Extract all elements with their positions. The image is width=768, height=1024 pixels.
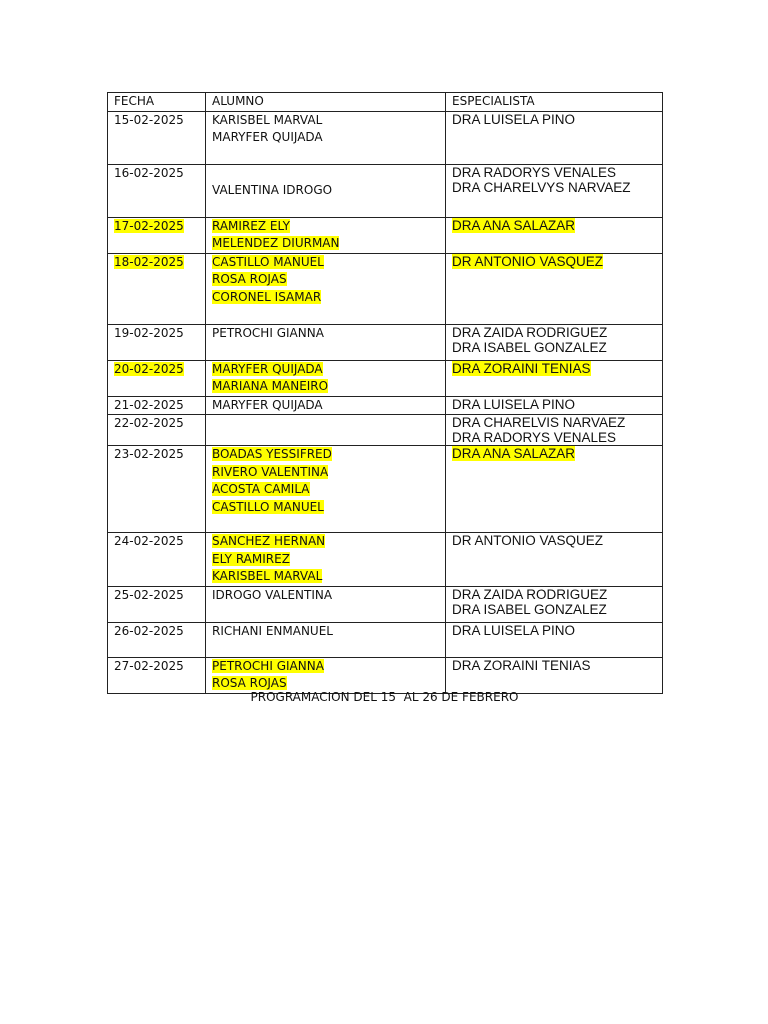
especialista-name: DRA ISABEL GONZALEZ <box>452 339 607 355</box>
alumno-name: ACOSTA CAMILA <box>212 482 310 496</box>
alumno-name: MARYFER QUIJADA <box>212 130 323 144</box>
alumno-name: CASTILLO MANUEL <box>212 254 324 269</box>
especialista-name: DRA CHARELVYS NARVAEZ <box>452 179 631 195</box>
fecha-cell <box>108 446 206 533</box>
fecha-text: 27-02-2025 <box>114 658 184 673</box>
especialista-name: DR ANTONIO VASQUEZ <box>452 533 604 548</box>
especialista-name: DRA ZORAINI TENIAS <box>452 657 591 673</box>
alumno-line <box>212 289 439 307</box>
alumno-line <box>212 165 439 183</box>
alumno-cell <box>206 164 446 217</box>
especialista-cell <box>446 622 663 657</box>
table-row <box>108 446 663 533</box>
alumno-name: BOADAS YESSIFRED <box>212 447 332 461</box>
alumno-line <box>212 623 439 641</box>
alumno-cell <box>206 324 446 360</box>
alumno-name: SANCHEZ HERNAN <box>212 534 326 548</box>
fecha-cell <box>108 586 206 622</box>
alumno-line <box>212 112 439 130</box>
especialista-name: DRA CHARELVIS NARVAEZ <box>452 415 626 430</box>
especialista-cell <box>446 586 663 622</box>
especialista-cell <box>446 415 663 446</box>
fecha-cell <box>108 324 206 360</box>
alumno-cell <box>206 217 446 253</box>
fecha-text: 17-02-2025 <box>114 218 184 233</box>
alumno-name: ROSA ROJAS <box>212 676 287 690</box>
especialista-cell <box>446 533 663 587</box>
especialista-line <box>452 325 656 340</box>
alumno-name: MARYFER QUIJADA <box>212 397 323 412</box>
fecha-cell <box>108 533 206 587</box>
especialista-line <box>452 623 656 638</box>
table-row <box>108 657 663 693</box>
especialista-name: DRA ZORAINI TENIAS <box>452 360 591 376</box>
especialista-line <box>452 446 656 461</box>
table-row <box>108 396 663 415</box>
especialista-name: DRA LUISELA PINO <box>452 111 576 127</box>
especialista-name: DRA ZAIDA RODRIGUEZ <box>452 586 608 602</box>
alumno-name: ROSA ROJAS <box>212 272 287 286</box>
especialista-line <box>452 415 656 430</box>
alumno-name: RIVERO VALENTINA <box>212 464 329 479</box>
especialista-cell <box>446 396 663 415</box>
alumno-line <box>212 325 439 343</box>
alumno-line <box>212 464 439 482</box>
alumno-line <box>212 235 439 253</box>
especialista-name: DRA RADORYS VENALES <box>452 164 617 180</box>
fecha-cell <box>108 622 206 657</box>
especialista-cell <box>446 657 663 693</box>
alumno-cell <box>206 415 446 446</box>
especialista-line <box>452 218 656 233</box>
alumno-line <box>212 378 439 396</box>
alumno-line <box>212 446 439 464</box>
especialista-cell <box>446 253 663 324</box>
alumno-name: MELENDEZ DIURMAN <box>212 236 340 250</box>
table-row <box>108 111 663 164</box>
especialista-name: DRA RADORYS VENALES <box>452 430 617 445</box>
especialista-line <box>452 112 656 127</box>
fecha-text: 21-02-2025 <box>114 397 184 412</box>
especialista-cell <box>446 111 663 164</box>
alumno-line <box>212 533 439 551</box>
alumno-line <box>212 658 439 676</box>
table-row <box>108 360 663 396</box>
alumno-cell <box>206 586 446 622</box>
fecha-text: 26-02-2025 <box>114 623 184 638</box>
alumno-line <box>212 361 439 379</box>
especialista-line <box>452 587 656 602</box>
especialista-name: DRA LUISELA PINO <box>452 396 576 412</box>
alumno-name: PETROCHI GIANNA <box>212 658 324 673</box>
page-caption: PROGRAMACION DEL 15 AL 26 DE FEBRERO <box>250 690 519 704</box>
especialista-name: DRA ISABEL GONZALEZ <box>452 601 607 617</box>
alumno-cell <box>206 396 446 415</box>
alumno-name: ELY RAMIREZ <box>212 551 290 566</box>
table-row <box>108 164 663 217</box>
fecha-text: 25-02-2025 <box>114 587 184 602</box>
fecha-cell <box>108 360 206 396</box>
especialista-line <box>452 180 656 195</box>
alumno-cell <box>206 446 446 533</box>
especialista-line <box>452 165 656 180</box>
especialista-name: DRA ANA SALAZAR <box>452 217 576 233</box>
alumno-line <box>212 568 439 586</box>
alumno-line <box>212 182 439 200</box>
table-row <box>108 217 663 253</box>
fecha-cell <box>108 657 206 693</box>
fecha-cell <box>108 415 206 446</box>
fecha-text: 22-02-2025 <box>114 416 184 430</box>
alumno-name: RICHANI ENMANUEL <box>212 623 333 638</box>
alumno-cell <box>206 533 446 587</box>
alumno-name: MARYFER QUIJADA <box>212 361 323 376</box>
table-row <box>108 586 663 622</box>
alumno-cell <box>206 360 446 396</box>
especialista-cell <box>446 164 663 217</box>
alumno-cell <box>206 622 446 657</box>
fecha-cell <box>108 111 206 164</box>
alumno-cell <box>206 253 446 324</box>
table-row <box>108 533 663 587</box>
fecha-text: 24-02-2025 <box>114 534 184 548</box>
alumno-name: KARISBEL MARVAL <box>212 569 323 583</box>
alumno-name: KARISBEL MARVAL <box>212 112 323 127</box>
especialista-line <box>452 658 656 673</box>
especialista-line <box>452 361 656 376</box>
alumno-line <box>212 271 439 289</box>
alumno-name: VALENTINA IDROGO <box>212 183 333 197</box>
alumno-name: CORONEL ISAMAR <box>212 289 322 304</box>
alumno-cell <box>206 111 446 164</box>
fecha-text: 16-02-2025 <box>114 165 184 180</box>
especialista-line <box>452 254 656 269</box>
alumno-name: RAMIREZ ELY <box>212 218 290 233</box>
especialista-line <box>452 533 656 548</box>
alumno-name: IDROGO VALENTINA <box>212 587 333 602</box>
especialista-line <box>452 340 656 355</box>
especialista-cell <box>446 324 663 360</box>
schedule-table <box>107 92 663 694</box>
fecha-cell <box>108 164 206 217</box>
especialista-line <box>452 430 656 445</box>
especialista-cell <box>446 360 663 396</box>
alumno-name: CASTILLO MANUEL <box>212 499 324 514</box>
especialista-cell <box>446 446 663 533</box>
alumno-name: PETROCHI GIANNA <box>212 325 324 340</box>
alumno-cell <box>206 657 446 693</box>
fecha-text: 15-02-2025 <box>114 112 184 127</box>
especialista-line <box>452 602 656 617</box>
especialista-cell <box>446 217 663 253</box>
fecha-text: 18-02-2025 <box>114 254 184 269</box>
alumno-line <box>212 551 439 569</box>
fecha-text: 19-02-2025 <box>114 325 184 340</box>
header-especialista: ESPECIALISTA <box>446 93 663 112</box>
especialista-name: DRA LUISELA PINO <box>452 622 576 638</box>
header-row <box>108 93 663 112</box>
table-row <box>108 622 663 657</box>
alumno-line <box>212 254 439 272</box>
table-row <box>108 253 663 324</box>
especialista-name: DR ANTONIO VASQUEZ <box>452 253 604 269</box>
alumno-line <box>212 129 439 147</box>
especialista-name: DRA ZAIDA RODRIGUEZ <box>452 324 608 340</box>
table-row <box>108 324 663 360</box>
alumno-line <box>212 218 439 236</box>
fecha-cell <box>108 217 206 253</box>
fecha-text: 20-02-2025 <box>114 361 184 376</box>
alumno-name: MARIANA MANEIRO <box>212 379 329 393</box>
fecha-cell <box>108 253 206 324</box>
header-fecha: FECHA <box>108 93 206 112</box>
alumno-line <box>212 481 439 499</box>
especialista-name: DRA ANA SALAZAR <box>452 446 576 461</box>
table-row <box>108 415 663 446</box>
header-alumno: ALUMNO <box>206 93 446 112</box>
alumno-line <box>212 397 439 415</box>
fecha-text: 23-02-2025 <box>114 447 184 461</box>
fecha-cell <box>108 396 206 415</box>
alumno-line <box>212 587 439 605</box>
especialista-line <box>452 397 656 412</box>
alumno-line <box>212 499 439 517</box>
